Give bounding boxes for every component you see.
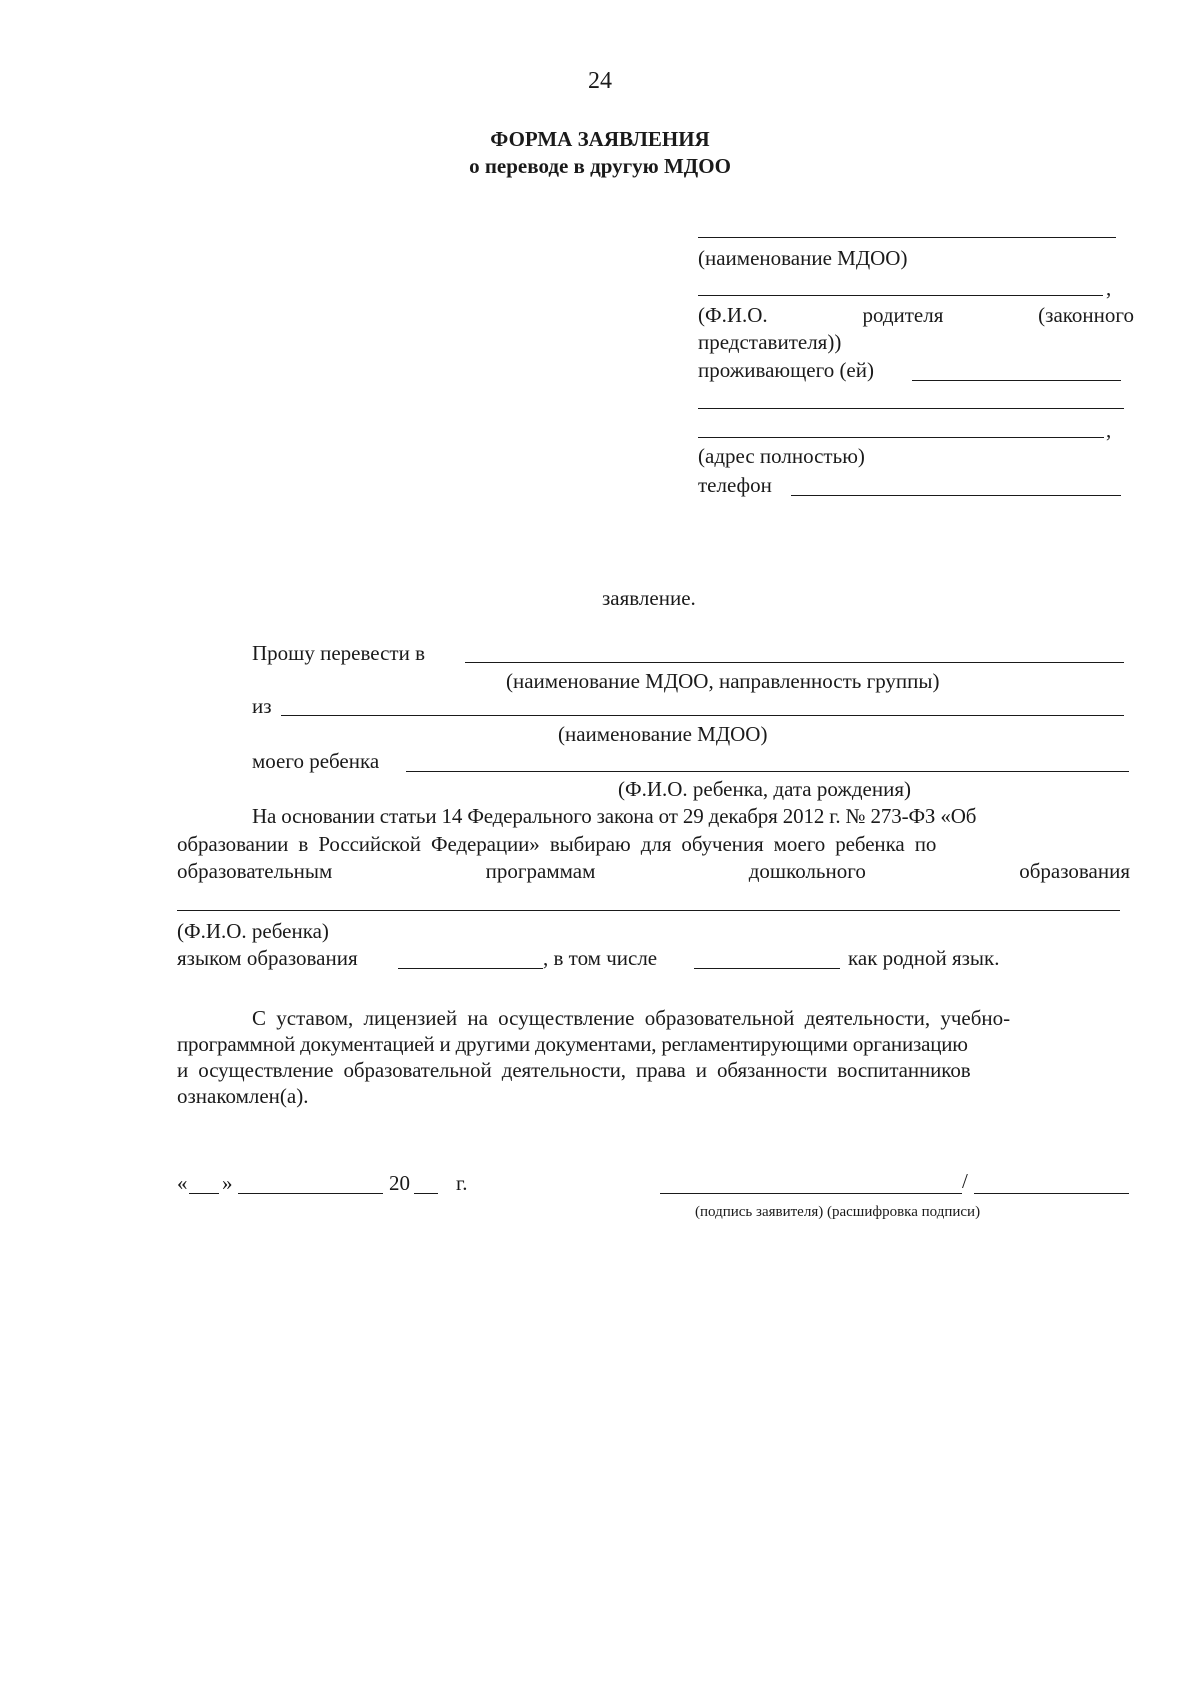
address-comma: , — [1106, 418, 1112, 442]
child-fio-caption: (Ф.И.О. ребенка) — [177, 919, 329, 943]
language-line[interactable] — [398, 968, 543, 969]
parent-fio-caption-word: родителя — [862, 303, 944, 327]
statement-heading: заявление. — [602, 586, 696, 610]
language-label: языком образования — [177, 946, 358, 970]
transfer-to-caption: (наименование МДОО, направленность группы) — [506, 669, 940, 693]
parent-fio-caption-word: (Ф.И.О. — [698, 303, 768, 327]
language-end: как родной язык. — [848, 946, 1000, 970]
basis-paragraph-line1: На основании статьи 14 Федерального закона от 29 декабря 2012 г. № 273-ФЗ «Об — [252, 804, 977, 828]
date-year-suffix: г. — [456, 1171, 468, 1195]
signature-decoding-line[interactable] — [974, 1193, 1129, 1194]
residing-line[interactable] — [912, 380, 1121, 381]
child-fio-line[interactable] — [177, 910, 1120, 911]
basis-word: программам — [485, 859, 596, 883]
residing-label: проживающего (ей) — [698, 358, 874, 382]
basis-word: дошкольного — [748, 859, 866, 883]
ack-line2: программной документацией и другими документами, регламентирующими организацию — [177, 1032, 968, 1056]
parent-fio-caption-word: (законного — [1038, 303, 1134, 327]
signature-caption: (подпись заявителя) (расшифровка подписи) — [695, 1204, 981, 1220]
address-caption: (адрес полностью) — [698, 444, 865, 468]
date-quote-open: « — [177, 1171, 188, 1195]
date-year-prefix: 20 — [389, 1171, 410, 1195]
form-title: ФОРМА ЗАЯВЛЕНИЯ — [490, 127, 710, 151]
native-language-line[interactable] — [694, 968, 840, 969]
address-line-2[interactable] — [698, 437, 1104, 438]
child-line[interactable] — [406, 771, 1129, 772]
signature-slash: / — [962, 1169, 968, 1193]
basis-word: образовательным — [177, 859, 333, 883]
phone-label: телефон — [698, 473, 772, 497]
parent-fio-comma: , — [1106, 276, 1112, 300]
signature-line[interactable] — [660, 1193, 962, 1194]
mdoo-name-caption: (наименование МДОО) — [698, 246, 908, 270]
date-quote-close: » — [222, 1171, 233, 1195]
ack-line3: и осуществление образовательной деятельности, права и обязанности воспитанников — [177, 1058, 971, 1082]
ack-line1: С уставом, лицензией на осуществление образовательной деятельности, учебно- — [252, 1006, 1011, 1030]
transfer-to-line[interactable] — [465, 662, 1124, 663]
date-day-line[interactable] — [189, 1193, 219, 1194]
child-caption: (Ф.И.О. ребенка, дата рождения) — [618, 777, 911, 801]
parent-fio-caption-line2: представителя)) — [698, 330, 842, 354]
language-middle: , в том числе — [543, 946, 658, 970]
from-label: из — [252, 694, 272, 718]
basis-word: образования — [1019, 859, 1130, 883]
child-label: моего ребенка — [252, 749, 380, 773]
page-number: 24 — [588, 68, 612, 94]
basis-paragraph-line2: образовании в Российской Федерации» выбираю для обучения моего ребенка по — [177, 832, 937, 856]
ack-line4: ознакомлен(а). — [177, 1084, 309, 1108]
form-subtitle: о переводе в другую МДОО — [469, 154, 731, 178]
date-month-line[interactable] — [238, 1193, 383, 1194]
phone-line[interactable] — [791, 495, 1121, 496]
date-year-line[interactable] — [414, 1193, 438, 1194]
parent-fio-line[interactable] — [698, 295, 1103, 296]
parent-fio-caption — [698, 302, 1134, 329]
basis-paragraph-line3 — [177, 858, 1130, 885]
transfer-to-label: Прошу перевести в — [252, 641, 426, 665]
mdoo-name-line[interactable] — [698, 237, 1116, 238]
from-caption: (наименование МДОО) — [558, 722, 768, 746]
address-line-1[interactable] — [698, 408, 1124, 409]
from-line[interactable] — [281, 715, 1124, 716]
